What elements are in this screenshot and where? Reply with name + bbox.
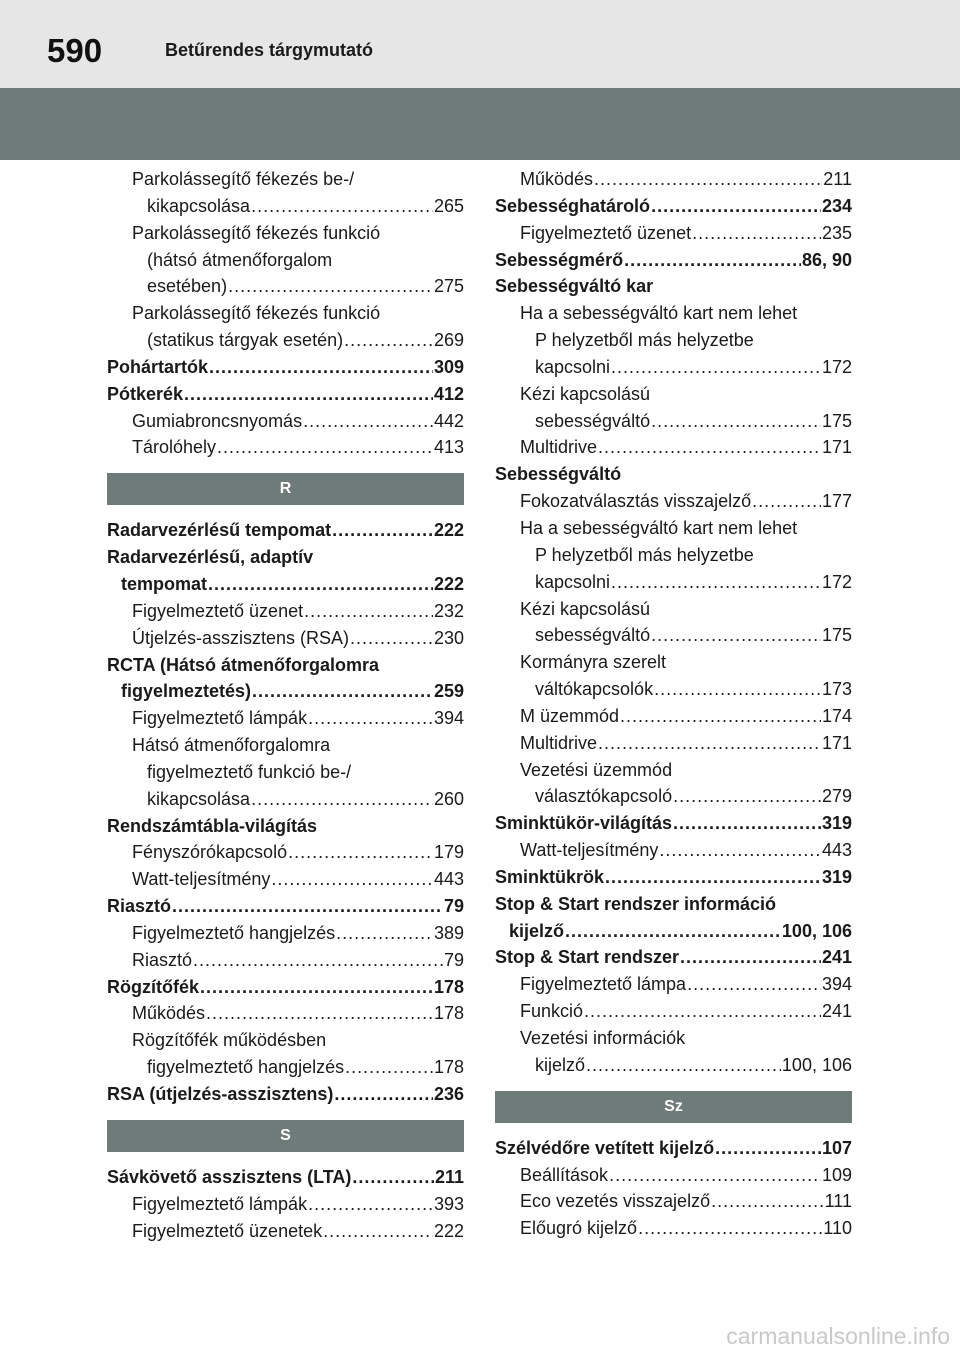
entry-page-ref: 412 [433,383,464,404]
dot-leader [620,703,821,730]
dot-leader [303,408,433,435]
index-entry [107,327,464,354]
entry-term: Gumiabroncsnyomás [132,410,303,431]
section-header-r: R [107,473,464,505]
entry-term: figyelmeztető funkció be-/ [147,761,352,782]
entry-term: Sebességmérő [495,249,624,270]
dot-leader [687,971,821,998]
entry-page-ref: 230 [433,627,464,648]
entry-page-ref: 232 [433,600,464,621]
entry-term: sebességváltó [535,410,651,431]
index-entry [495,676,852,703]
section-header-sz: Sz [495,1091,852,1123]
entry-page-ref: 100, 106 [781,1054,852,1075]
index-entry [495,864,852,891]
index-entry [495,515,852,542]
index-entry [495,703,852,730]
entry-term: Figyelmeztető hangjelzés [132,922,336,943]
entry-term: Fényszórókapcsoló [132,842,288,863]
index-entry [495,837,852,864]
index-entry [495,381,852,408]
section-gap [495,1079,852,1091]
entry-term: Vezetési információk [520,1028,686,1048]
index-entry [107,193,464,220]
dot-leader [209,354,433,381]
dot-leader [598,730,821,757]
entry-page-ref: 241 [821,947,852,968]
entry-term: Útjelzés-asszisztens (RSA) [132,627,350,648]
entry-term: választókapcsoló [535,786,673,807]
entry-term: P helyzetből más helyzetbe [535,544,754,565]
entry-term: Radarvezérlésű, adaptív [107,547,314,568]
index-entry [495,944,852,971]
entry-page-ref: 394 [433,708,464,729]
dot-leader [208,571,433,598]
index-entry [107,625,464,652]
entry-term: Tárolóhely [132,437,217,458]
entry-page-ref: 319 [821,866,852,887]
index-entry [495,1025,852,1052]
dot-leader [172,893,443,920]
index-entry [495,1162,852,1189]
index-group [107,517,464,1108]
index-entry [495,649,852,676]
dot-leader [344,327,433,354]
entry-term: Figyelmeztető üzenet [132,600,304,621]
index-entry [495,166,852,193]
entry-page-ref: 222 [433,573,464,594]
entry-page-ref: 319 [821,813,852,834]
entry-term: Vezetési üzemmód [520,759,673,780]
entry-term: Figyelmeztető lámpák [132,708,308,729]
dot-leader [598,434,821,461]
entry-page-ref: 393 [433,1193,464,1214]
entry-term: sebességváltó [535,625,651,646]
index-entry [495,810,852,837]
dot-leader [352,1164,434,1191]
dot-leader [345,1054,433,1081]
index-entry [495,730,852,757]
entry-term: Figyelmeztető üzenetek [132,1220,323,1241]
entry-term: Kézi kapcsolású [520,383,651,404]
index-entry [495,622,852,649]
index-entry [495,596,852,623]
header-band [0,88,960,160]
entry-page-ref: 86, 90 [801,249,852,270]
index-entry [107,408,464,435]
entry-page-ref: 171 [821,437,852,458]
entry-term: Funkció [520,1001,584,1022]
entry-term: Kormányra szerelt [520,652,667,673]
entry-term: Watt-teljesítmény [520,840,659,861]
watermark: carmanualsonline.info [726,1323,950,1349]
index-entry [495,891,852,918]
entry-term: Hátsó átmenőforgalomra [132,735,331,756]
entry-term: kijelző [509,920,565,941]
entry-page-ref: 172 [821,571,852,592]
dot-leader [586,1052,781,1079]
entry-page-ref: 175 [821,625,852,646]
entry-page-ref: 443 [821,840,852,861]
entry-page-ref: 110 [823,1218,852,1239]
index-entry [107,571,464,598]
entry-page-ref: 236 [433,1084,464,1104]
entry-term: Parkolássegítő fékezés funkció [132,303,381,324]
entry-term: tempomat [121,573,208,594]
dot-leader [673,783,821,810]
index-entry [107,652,464,679]
dot-leader [611,569,821,596]
entry-term: kikapcsolása [147,195,251,216]
entry-term: váltókapcsolók [535,679,654,700]
entry-term: Kézi kapcsolású [520,598,651,619]
section-gap [107,461,464,473]
entry-term: Stop & Start rendszer [495,947,680,968]
index-entry [107,974,464,1001]
entry-page-ref: 211 [823,169,852,189]
dot-leader [594,166,822,193]
entry-term: Figyelmeztető lámpa [520,974,687,995]
dot-leader [565,918,781,945]
entry-page-ref: 260 [433,788,464,809]
dot-leader [288,839,433,866]
index-entry [107,813,464,840]
index-entry [107,1081,464,1108]
entry-page-ref: 175 [821,410,852,431]
entry-term: Sebességhatároló [495,195,651,216]
index-entry [495,1052,852,1079]
page-header [0,0,960,88]
entry-page-ref: 179 [433,842,464,863]
index-entry [495,193,852,220]
entry-term: Előugró kijelző [520,1218,638,1239]
index-entry [107,381,464,408]
dot-leader [350,625,433,652]
dot-leader [334,1081,433,1108]
index-group [107,166,464,461]
entry-term: Sávkövető asszisztens (LTA) [107,1166,352,1187]
index-entry [495,1215,852,1242]
dot-leader [659,837,821,864]
index-entry [495,757,852,784]
index-group [495,1135,852,1242]
entry-term: Sebességváltó kar [495,276,654,297]
index-entry [495,542,852,569]
entry-term: Ha a sebességváltó kart nem lehet [520,303,798,324]
dot-leader [252,678,433,705]
index-entry [107,273,464,300]
dot-leader [217,434,433,461]
dot-leader [184,381,433,408]
entry-page-ref: 100, 106 [781,920,852,941]
entry-term: Szélvédőre vetített kijelző [495,1137,715,1158]
dot-leader [605,864,821,891]
entry-term: M üzemmód [520,705,620,726]
index-entry [495,354,852,381]
entry-term: Fokozatválasztás visszajelző [520,491,752,512]
index-entry [495,434,852,461]
entry-term: Multidrive [520,732,598,753]
index-entry [107,839,464,866]
entry-page-ref: 389 [433,922,464,943]
entry-page-ref: 443 [433,869,464,890]
entry-term: Pohártartók [107,356,209,377]
index-entry [107,354,464,381]
dot-leader [193,947,443,974]
index-entry [495,461,852,488]
page-title: Betűrendes tárgymutató [165,40,374,60]
entry-term: P helyzetből más helyzetbe [535,330,754,351]
entry-page-ref: 107 [821,1137,852,1158]
entry-term: Eco vezetés visszajelző [520,1191,711,1212]
index-entry [107,1164,464,1191]
index-entry [107,732,464,759]
entry-term: Sminktükrök [495,866,605,887]
entry-term: Beállítások [520,1164,609,1185]
entry-term: Multidrive [520,437,598,458]
entry-term: Figyelmeztető üzenet [520,222,692,243]
entry-term: figyelmeztető hangjelzés [147,1057,345,1078]
index-entry [107,220,464,247]
section-gap [107,505,464,517]
dot-leader [624,247,801,274]
entry-page-ref: 442 [433,410,464,431]
index-entry [495,300,852,327]
entry-page-ref: 413 [433,437,464,458]
entry-term: Stop & Start rendszer információ [495,893,777,914]
section-gap [107,1152,464,1164]
section-gap [107,1108,464,1120]
index-group [107,1164,464,1245]
index-entry [107,759,464,786]
entry-term: RCTA (Hátsó átmenőforgalomra [107,654,380,675]
entry-term: Watt-teljesítmény [132,869,271,890]
dot-leader [651,622,821,649]
dot-leader [680,944,821,971]
dot-leader [251,193,433,220]
index-entry [107,247,464,274]
entry-page-ref: 234 [821,195,852,216]
entry-page-ref: 309 [433,356,464,377]
entry-term: Rendszámtábla-világítás [107,815,318,836]
index-entry [495,971,852,998]
entry-term: Ha a sebességváltó kart nem lehet [520,517,798,538]
entry-term: Sminktükör-világítás [495,813,673,834]
entry-term: Működés [132,1003,206,1024]
section-header-s: S [107,1120,464,1152]
entry-term: esetében) [147,276,228,297]
entry-term: RSA (útjelzés-asszisztens) [107,1084,334,1104]
entry-term: Riasztó [132,949,193,970]
dot-leader [308,705,433,732]
entry-term: Pótkerék [107,383,184,404]
index-entry [107,1054,464,1081]
index-entry [495,569,852,596]
index-entry [107,598,464,625]
section-gap [495,1123,852,1135]
entry-page-ref: 109 [821,1164,852,1185]
dot-leader [200,974,433,1001]
dot-leader [752,488,821,515]
entry-page-ref: 174 [821,705,852,726]
index-entry [495,327,852,354]
dot-leader [711,1188,824,1215]
entry-page-ref: 275 [433,276,464,297]
index-entry [495,1135,852,1162]
dot-leader [651,408,821,435]
index-entry [495,220,852,247]
index-entry [107,705,464,732]
index-entry [495,1188,852,1215]
entry-page-ref: 111 [824,1191,852,1212]
entry-term: kikapcsolása [147,788,251,809]
dot-leader [206,1000,433,1027]
index-entry [107,893,464,920]
index-entry [107,1027,464,1054]
index-entry [107,786,464,813]
index-entry [107,866,464,893]
index-entry [107,1191,464,1218]
index-entry [107,1000,464,1027]
index-entry [107,434,464,461]
dot-leader [654,676,821,703]
entry-page-ref: 178 [433,1003,464,1024]
index-entry [107,947,464,974]
index-entry [107,517,464,544]
entry-term: figyelmeztetés) [121,681,252,702]
entry-term: Rögzítőfék működésben [132,1030,327,1051]
entry-term: kapcsolni [535,571,611,592]
dot-leader [323,1218,433,1245]
entry-page-ref: 394 [821,974,852,995]
dot-leader [611,354,821,381]
dot-leader [308,1191,433,1218]
page-number: 590 [47,32,103,69]
entry-page-ref: 235 [821,222,852,243]
entry-term: kijelző [535,1054,586,1075]
entry-term: Riasztó [107,896,172,917]
entry-term: Parkolássegítő fékezés funkció [132,222,381,243]
entry-term: Radarvezérlésű tempomat [107,520,332,541]
index-entry [107,166,464,193]
dot-leader [251,786,433,813]
entry-page-ref: 172 [821,356,852,377]
dot-leader [673,810,821,837]
dot-leader [715,1135,821,1162]
index-entry [107,920,464,947]
index-group [495,166,852,1079]
entry-page-ref: 222 [433,520,464,541]
index-entry [495,488,852,515]
dot-leader [304,598,433,625]
entry-page-ref: 171 [821,732,852,753]
index-entry [107,678,464,705]
index-entry [495,247,852,274]
entry-page-ref: 241 [821,1001,852,1022]
dot-leader [692,220,821,247]
dot-leader [609,1162,821,1189]
entry-page-ref: 178 [433,976,464,997]
dot-leader [336,920,433,947]
entry-page-ref: 222 [433,1220,464,1241]
dot-leader [332,517,433,544]
dot-leader [228,273,433,300]
entry-term: Parkolássegítő fékezés be-/ [132,169,355,189]
entry-page-ref: 178 [433,1057,464,1078]
entry-term: (hátsó átmenőforgalom [147,249,333,270]
dot-leader [584,998,821,1025]
entry-term: Rögzítőfék [107,976,199,997]
entry-term: (statikus tárgyak esetén) [147,330,344,351]
entry-page-ref: 265 [433,195,464,216]
entry-page-ref: 269 [433,330,464,351]
entry-page-ref: 279 [821,786,852,807]
entry-term: Sebességváltó [495,464,622,485]
entry-page-ref: 259 [433,681,464,702]
index-entry [107,300,464,327]
index-entry [495,408,852,435]
index-entry [495,273,852,300]
dot-leader [651,193,821,220]
entry-page-ref: 177 [821,491,852,512]
entry-page-ref: 173 [821,679,852,700]
index-column-right [495,166,852,1242]
index-column-left [107,166,464,1244]
index-entry [107,1218,464,1245]
entry-page-ref: 211 [434,1166,464,1187]
dot-leader [271,866,433,893]
entry-term: Figyelmeztető lámpák [132,1193,308,1214]
index-entry [495,918,852,945]
index-entry [107,544,464,571]
index-entry [495,783,852,810]
entry-term: Működés [520,169,594,189]
entry-page-ref: 79 [443,949,464,970]
entry-page-ref: 79 [443,896,464,917]
dot-leader [638,1215,822,1242]
entry-term: kapcsolni [535,356,611,377]
index-entry [495,998,852,1025]
